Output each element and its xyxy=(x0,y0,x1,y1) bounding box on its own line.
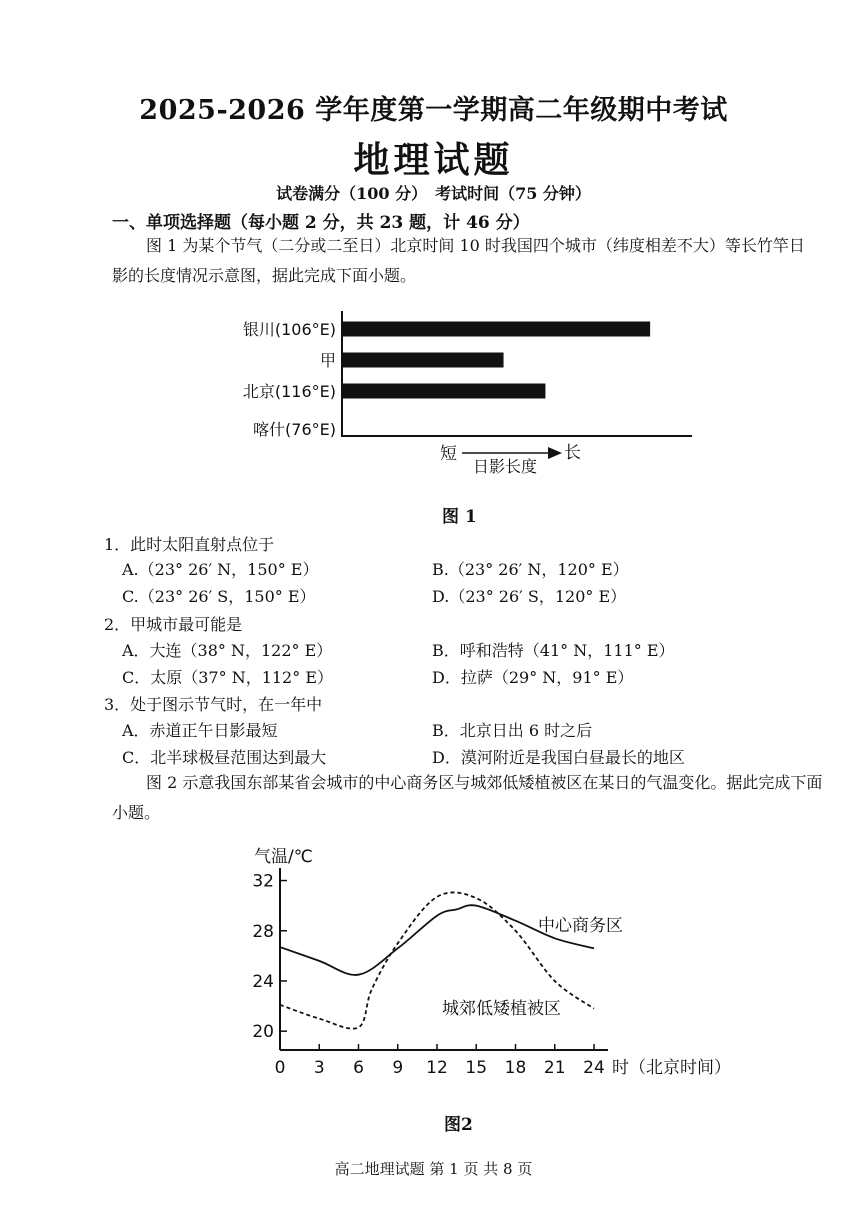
figure1-caption: 图 1 xyxy=(442,507,477,527)
figure2-intro: 图 2 示意我国东部某省会城市的中心商务区与城郊低矮植被区在某日的气温变化。据此完成下面小题。 xyxy=(112,773,823,822)
page-footer: 高二地理试题 第 1 页 共 8 页 xyxy=(334,1160,533,1178)
figure2-y-tick-label: 32 xyxy=(252,871,274,892)
figure2-y-label: 气温/℃ xyxy=(254,847,313,867)
figure2-x-tick-label: 21 xyxy=(543,1058,566,1078)
figure2-chart xyxy=(220,840,780,1090)
subject-title: 地理试题 xyxy=(353,139,514,181)
question-1-option-c: C.（23° 26′ S，150° E） xyxy=(122,587,316,606)
figure2-y-tick-label: 28 xyxy=(252,921,274,942)
figure2-x-label: 时（北京时间） xyxy=(612,1058,731,1078)
figure1-bar xyxy=(343,322,650,337)
figure2-y-tick-label: 20 xyxy=(252,1022,274,1043)
figure2-x-tick-label: 3 xyxy=(313,1058,325,1078)
exam-info: 试卷满分（100 分） 考试时间（75 分钟） xyxy=(276,184,591,203)
figure2-x-tick-label: 15 xyxy=(465,1058,488,1078)
exam-title: 2025-2026 学年度第一学期高二年级期中考试 xyxy=(139,95,728,126)
question-2-option-c: C．太原（37° N，112° E） xyxy=(122,668,333,687)
question-2-stem: 2．甲城市最可能是 xyxy=(104,615,243,634)
figure1-axis-short: 短 xyxy=(440,444,457,464)
question-3-option-c: C．北半球极昼范围达到最大 xyxy=(122,748,327,767)
question-2-option-d: D．拉萨（29° N，91° E） xyxy=(432,668,634,687)
figure1-category-label: 银川(106°E) xyxy=(242,320,336,339)
question-1-stem: 1．此时太阳直射点位于 xyxy=(104,535,275,554)
question-1-option-b: B.（23° 26′ N，120° E） xyxy=(432,560,629,579)
question-1-option-a: A.（23° 26′ N，150° E） xyxy=(122,560,319,579)
figure2-x-tick-label: 9 xyxy=(392,1058,404,1078)
figure1-arrow-head xyxy=(548,447,562,459)
figure1-category-label: 甲 xyxy=(319,351,336,370)
figure2-x-tick-label: 6 xyxy=(353,1058,364,1078)
figure2-x-tick-label: 12 xyxy=(426,1058,448,1078)
figure1-chart xyxy=(230,305,710,485)
figure1-bar xyxy=(343,384,545,399)
question-3-option-a: A．赤道正午日影最短 xyxy=(122,721,278,740)
figure2-label-cbd: 中心商务区 xyxy=(538,916,623,936)
question-3-option-d: D．漠河附近是我国白昼最长的地区 xyxy=(432,748,685,767)
figure2-x-tick-label: 0 xyxy=(274,1058,286,1078)
figure2-y-tick-label: 24 xyxy=(252,971,274,992)
figure1-bar xyxy=(343,353,504,368)
figure2-x-tick-label: 24 xyxy=(583,1058,605,1078)
question-2-option-a: A．大连（38° N，122° E） xyxy=(122,641,333,660)
section-heading: 一、单项选择题（每小题 2 分，共 23 题，计 46 分） xyxy=(112,213,530,233)
figure1-category-label: 北京(116°E) xyxy=(242,382,336,401)
question-2-option-b: B．呼和浩特（41° N，111° E） xyxy=(432,641,675,660)
figure2-label-suburb: 城郊低矮植被区 xyxy=(442,999,561,1019)
question-3-stem: 3．处于图示节气时，在一年中 xyxy=(104,695,323,714)
figure2-caption: 图2 xyxy=(444,1115,473,1135)
figure1-axis-long: 长 xyxy=(564,443,581,463)
question-3-option-b: B．北京日出 6 时之后 xyxy=(432,721,593,740)
figure2-x-tick-label: 18 xyxy=(504,1058,527,1078)
figure1-intro: 图 1 为某个节气（二分或二至日）北京时间 10 时我国四个城市（纬度相差不大）等长竹竿日影的长度情况示意图，据此完成下面小题。 xyxy=(112,236,805,285)
figure1-axis-label: 日影长度 xyxy=(473,457,538,476)
question-1-option-d: D.（23° 26′ S，120° E） xyxy=(432,587,627,606)
figure1-category-label: 喀什(76°E) xyxy=(253,420,336,439)
